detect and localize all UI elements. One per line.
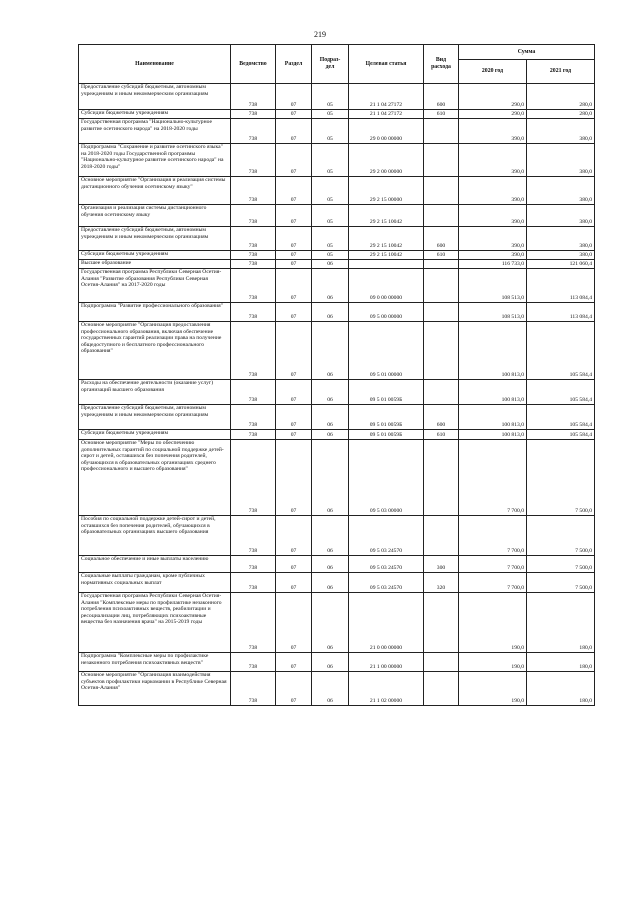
row-section-cell: 07 bbox=[276, 84, 312, 110]
table-row bbox=[79, 672, 595, 706]
row-subsection-cell: 06 bbox=[312, 405, 349, 430]
row-year-2021-cell: 380,0 bbox=[527, 177, 595, 205]
row-target-article-cell: 09 5 01 0059Б bbox=[349, 430, 424, 440]
row-year-2020-cell: 390,0 bbox=[459, 177, 527, 205]
header-year-2021: 2021 год bbox=[527, 60, 595, 84]
row-department-cell: 738 bbox=[231, 653, 276, 672]
row-section-cell: 07 bbox=[276, 303, 312, 322]
row-year-2021-cell: 280,0 bbox=[527, 84, 595, 110]
row-name-cell: Основное мероприятие "Организация и реализация системы дистанционного обучения осетинскому языку" bbox=[79, 177, 231, 205]
row-year-2020-cell: 190,0 bbox=[459, 653, 527, 672]
row-subsection-cell: 06 bbox=[312, 430, 349, 440]
row-expense-type-cell bbox=[424, 380, 459, 405]
row-section-cell: 07 bbox=[276, 430, 312, 440]
row-expense-type-cell bbox=[424, 593, 459, 653]
row-year-2020-cell: 108 513,0 bbox=[459, 303, 527, 322]
row-section-cell: 07 bbox=[276, 322, 312, 380]
row-expense-type-cell: 610 bbox=[424, 110, 459, 119]
row-year-2020-cell: 7 700,0 bbox=[459, 556, 527, 573]
row-subsection-cell: 05 bbox=[312, 227, 349, 251]
row-year-2021-cell: 380,0 bbox=[527, 144, 595, 177]
row-section-cell: 07 bbox=[276, 260, 312, 269]
row-year-2020-cell: 390,0 bbox=[459, 119, 527, 144]
row-name-cell: Субсидии бюджетным учреждениям bbox=[79, 251, 231, 260]
row-subsection-cell: 05 bbox=[312, 205, 349, 227]
row-year-2020-cell: 190,0 bbox=[459, 593, 527, 653]
table-row bbox=[79, 144, 595, 177]
row-department-cell: 738 bbox=[231, 573, 276, 593]
table-row bbox=[79, 177, 595, 205]
row-name-cell: Субсидии бюджетным учреждениям bbox=[79, 110, 231, 119]
row-subsection-cell: 05 bbox=[312, 110, 349, 119]
table-row bbox=[79, 653, 595, 672]
row-year-2021-cell: 180,0 bbox=[527, 653, 595, 672]
row-year-2021-cell: 113 084,4 bbox=[527, 269, 595, 303]
row-year-2020-cell: 290,0 bbox=[459, 84, 527, 110]
row-target-article-cell: 21 0 00 00000 bbox=[349, 593, 424, 653]
row-section-cell: 07 bbox=[276, 672, 312, 706]
row-subsection-cell: 05 bbox=[312, 177, 349, 205]
row-target-article-cell: 29 2 15 10042 bbox=[349, 205, 424, 227]
row-section-cell: 07 bbox=[276, 556, 312, 573]
row-subsection-cell: 06 bbox=[312, 322, 349, 380]
row-year-2021-cell: 7 500,0 bbox=[527, 573, 595, 593]
row-subsection-cell: 06 bbox=[312, 440, 349, 516]
row-department-cell: 738 bbox=[231, 177, 276, 205]
table-row bbox=[79, 227, 595, 251]
row-target-article-cell: 09 5 01 0059Б bbox=[349, 405, 424, 430]
row-target-article-cell: 29 0 00 00000 bbox=[349, 119, 424, 144]
row-year-2021-cell: 105 584,4 bbox=[527, 405, 595, 430]
row-expense-type-cell bbox=[424, 322, 459, 380]
row-subsection-cell: 05 bbox=[312, 84, 349, 110]
row-name-cell: Субсидии бюджетным учреждениям bbox=[79, 430, 231, 440]
row-name-cell: Расходы на обеспечение деятельности (оказание услуг) организаций высшего образования bbox=[79, 380, 231, 405]
row-year-2021-cell: 380,0 bbox=[527, 227, 595, 251]
table-row bbox=[79, 556, 595, 573]
row-department-cell: 738 bbox=[231, 269, 276, 303]
table-row bbox=[79, 405, 595, 430]
row-target-article-cell: 09 5 00 00000 bbox=[349, 303, 424, 322]
row-expense-type-cell bbox=[424, 516, 459, 556]
row-name-cell: Подпрограмма "Развитие профессионального образования" bbox=[79, 303, 231, 322]
row-expense-type-cell: 320 bbox=[424, 573, 459, 593]
row-subsection-cell: 05 bbox=[312, 144, 349, 177]
row-year-2020-cell: 7 700,0 bbox=[459, 573, 527, 593]
row-name-cell: Высшее образование bbox=[79, 260, 231, 269]
row-year-2021-cell: 180,0 bbox=[527, 672, 595, 706]
row-name-cell: Государственная программа "Национально-культурное развитие осетинского народа" на 2018-2020 годы bbox=[79, 119, 231, 144]
table-row bbox=[79, 119, 595, 144]
row-department-cell: 738 bbox=[231, 672, 276, 706]
table-row bbox=[79, 269, 595, 303]
table-row bbox=[79, 84, 595, 110]
row-year-2020-cell: 7 700,0 bbox=[459, 516, 527, 556]
row-year-2021-cell: 121 060,4 bbox=[527, 260, 595, 269]
row-target-article-cell: 21 1 04 27172 bbox=[349, 110, 424, 119]
row-section-cell: 07 bbox=[276, 440, 312, 516]
table-row bbox=[79, 251, 595, 260]
row-year-2021-cell: 105 584,4 bbox=[527, 430, 595, 440]
row-name-cell: Государственная программа Республики Северная Осетия-Алания "Комплексные меры по профилактике незаконного потребления психоактивных веществ, реабилитации и ресоциализации лиц, потребляющих психоактивные вещества без назначения врача" на 2015-2019 годы bbox=[79, 593, 231, 653]
row-expense-type-cell bbox=[424, 260, 459, 269]
budget-table bbox=[78, 44, 595, 706]
row-department-cell: 738 bbox=[231, 227, 276, 251]
row-target-article-cell: 09 0 00 00000 bbox=[349, 269, 424, 303]
table-row bbox=[79, 380, 595, 405]
header-section: Раздел bbox=[276, 45, 312, 84]
row-name-cell: Организация и реализация системы дистанционного обучения осетинскому языку bbox=[79, 205, 231, 227]
row-name-cell: Социальное обеспечение и иные выплаты населению bbox=[79, 556, 231, 573]
row-department-cell: 738 bbox=[231, 593, 276, 653]
row-name-cell: Пособия по социальной поддержке детей-сирот и детей, оставшихся без попечения родителей, обучающихся в образовательных организациях высшего образования bbox=[79, 516, 231, 556]
row-section-cell: 07 bbox=[276, 653, 312, 672]
row-name-cell: Предоставление субсидий бюджетным, автономным учреждениям и иным некоммерческим организациям bbox=[79, 84, 231, 110]
row-section-cell: 07 bbox=[276, 380, 312, 405]
row-target-article-cell: 09 5 03 00000 bbox=[349, 440, 424, 516]
row-name-cell: Основное мероприятие "Организация предоставления профессионального образования, включая обеспечение государственных гарантий реализации права на получение общедоступного и бесплатного профессионального образования" bbox=[79, 322, 231, 380]
row-section-cell: 07 bbox=[276, 227, 312, 251]
row-target-article-cell bbox=[349, 260, 424, 269]
row-year-2021-cell: 105 584,4 bbox=[527, 322, 595, 380]
row-year-2021-cell: 7 500,0 bbox=[527, 516, 595, 556]
row-expense-type-cell: 610 bbox=[424, 251, 459, 260]
row-expense-type-cell bbox=[424, 653, 459, 672]
row-section-cell: 07 bbox=[276, 251, 312, 260]
row-target-article-cell: 29 2 15 00000 bbox=[349, 177, 424, 205]
row-year-2020-cell: 100 813,0 bbox=[459, 322, 527, 380]
row-year-2020-cell: 100 813,0 bbox=[459, 380, 527, 405]
row-subsection-cell: 06 bbox=[312, 593, 349, 653]
table-row bbox=[79, 593, 595, 653]
row-section-cell: 07 bbox=[276, 516, 312, 556]
row-department-cell: 738 bbox=[231, 516, 276, 556]
row-section-cell: 07 bbox=[276, 110, 312, 119]
row-subsection-cell: 06 bbox=[312, 303, 349, 322]
row-year-2020-cell: 390,0 bbox=[459, 144, 527, 177]
row-expense-type-cell bbox=[424, 269, 459, 303]
row-subsection-cell: 06 bbox=[312, 260, 349, 269]
row-expense-type-cell bbox=[424, 205, 459, 227]
row-target-article-cell: 21 1 02 00000 bbox=[349, 672, 424, 706]
row-department-cell: 738 bbox=[231, 322, 276, 380]
row-expense-type-cell bbox=[424, 303, 459, 322]
table-row bbox=[79, 573, 595, 593]
row-name-cell: Социальные выплаты гражданам, кроме публичных нормативных социальных выплат bbox=[79, 573, 231, 593]
row-name-cell: Государственная программа Республики Северная Осетия-Алания "Развитие образования Республики Северная Осетия-Алания" на 2017-2020 годы bbox=[79, 269, 231, 303]
row-subsection-cell: 05 bbox=[312, 251, 349, 260]
row-name-cell: Предоставление субсидий бюджетным, автономным учреждениям и иным некоммерческим организациям bbox=[79, 227, 231, 251]
row-expense-type-cell: 600 bbox=[424, 227, 459, 251]
row-expense-type-cell: 600 bbox=[424, 405, 459, 430]
row-year-2020-cell: 290,0 bbox=[459, 110, 527, 119]
row-section-cell: 07 bbox=[276, 593, 312, 653]
row-expense-type-cell: 300 bbox=[424, 556, 459, 573]
row-year-2020-cell: 7 700,0 bbox=[459, 440, 527, 516]
row-name-cell: Подпрограмма "Сохранение и развитие осетинского языка" на 2018-2020 годы Государственной программы "Национально-культурное развитие осетинского народа" на 2018-2020 годы" bbox=[79, 144, 231, 177]
row-expense-type-cell bbox=[424, 177, 459, 205]
row-expense-type-cell: 600 bbox=[424, 84, 459, 110]
row-year-2021-cell: 380,0 bbox=[527, 205, 595, 227]
row-expense-type-cell bbox=[424, 672, 459, 706]
row-year-2021-cell: 280,0 bbox=[527, 110, 595, 119]
row-target-article-cell: 29 2 15 10042 bbox=[349, 251, 424, 260]
row-target-article-cell: 21 1 04 27172 bbox=[349, 84, 424, 110]
row-expense-type-cell bbox=[424, 144, 459, 177]
row-expense-type-cell bbox=[424, 440, 459, 516]
table-row bbox=[79, 303, 595, 322]
header-target-article: Целевая статья bbox=[349, 45, 424, 84]
row-year-2021-cell: 380,0 bbox=[527, 119, 595, 144]
row-department-cell: 738 bbox=[231, 144, 276, 177]
table-row bbox=[79, 260, 595, 269]
row-year-2021-cell: 105 584,4 bbox=[527, 380, 595, 405]
row-subsection-cell: 06 bbox=[312, 380, 349, 405]
row-name-cell: Основное мероприятие "Меры по обеспечению дополнительных гарантий по социальной поддержке детей-сирот и детей, оставшихся без попечения родителей, обучающихся в образовательных организациях среднего профессионального и высшего образования" bbox=[79, 440, 231, 516]
row-section-cell: 07 bbox=[276, 177, 312, 205]
row-subsection-cell: 06 bbox=[312, 516, 349, 556]
row-department-cell: 738 bbox=[231, 119, 276, 144]
row-department-cell: 738 bbox=[231, 556, 276, 573]
row-department-cell: 738 bbox=[231, 84, 276, 110]
table-row bbox=[79, 205, 595, 227]
row-year-2020-cell: 190,0 bbox=[459, 672, 527, 706]
row-name-cell: Предоставление субсидий бюджетным, автономным учреждениям и иным некоммерческим организациям bbox=[79, 405, 231, 430]
row-expense-type-cell: 610 bbox=[424, 430, 459, 440]
header-name: Наименование bbox=[79, 45, 231, 84]
table-body bbox=[79, 84, 595, 706]
header-year-2020: 2020 год bbox=[459, 60, 527, 84]
row-subsection-cell: 06 bbox=[312, 672, 349, 706]
table-row bbox=[79, 440, 595, 516]
row-target-article-cell: 09 5 03 24570 bbox=[349, 516, 424, 556]
row-subsection-cell: 06 bbox=[312, 556, 349, 573]
row-subsection-cell: 06 bbox=[312, 653, 349, 672]
row-year-2021-cell: 113 084,4 bbox=[527, 303, 595, 322]
table-row bbox=[79, 322, 595, 380]
header-department: Ведомство bbox=[231, 45, 276, 84]
row-department-cell: 738 bbox=[231, 440, 276, 516]
row-target-article-cell: 09 5 03 24570 bbox=[349, 556, 424, 573]
row-year-2020-cell: 390,0 bbox=[459, 227, 527, 251]
row-year-2021-cell: 7 500,0 bbox=[527, 440, 595, 516]
row-department-cell: 738 bbox=[231, 303, 276, 322]
row-year-2020-cell: 100 813,0 bbox=[459, 430, 527, 440]
row-section-cell: 07 bbox=[276, 405, 312, 430]
table-row bbox=[79, 516, 595, 556]
row-year-2020-cell: 100 813,0 bbox=[459, 405, 527, 430]
header-subsection: Подраз- дел bbox=[312, 45, 349, 84]
row-target-article-cell: 09 5 01 00000 bbox=[349, 322, 424, 380]
row-subsection-cell: 06 bbox=[312, 573, 349, 593]
row-subsection-cell: 06 bbox=[312, 269, 349, 303]
row-section-cell: 07 bbox=[276, 144, 312, 177]
row-department-cell: 738 bbox=[231, 110, 276, 119]
row-expense-type-cell bbox=[424, 119, 459, 144]
row-department-cell: 738 bbox=[231, 251, 276, 260]
row-department-cell: 738 bbox=[231, 430, 276, 440]
row-year-2020-cell: 390,0 bbox=[459, 205, 527, 227]
row-target-article-cell: 09 5 01 0059Б bbox=[349, 380, 424, 405]
row-section-cell: 07 bbox=[276, 269, 312, 303]
row-name-cell: Основное мероприятие "Организация взаимодействия субъектов профилактики наркомании в Республике Северная Осетия-Алания" bbox=[79, 672, 231, 706]
row-department-cell: 738 bbox=[231, 260, 276, 269]
header-sum: Сумма bbox=[459, 45, 595, 60]
header-expense-type: Вид расхода bbox=[424, 45, 459, 84]
row-section-cell: 07 bbox=[276, 205, 312, 227]
table-row bbox=[79, 430, 595, 440]
page-number: 219 bbox=[314, 30, 326, 39]
row-target-article-cell: 29 2 15 10042 bbox=[349, 227, 424, 251]
row-department-cell: 738 bbox=[231, 380, 276, 405]
row-year-2021-cell: 7 500,0 bbox=[527, 556, 595, 573]
row-department-cell: 738 bbox=[231, 205, 276, 227]
row-target-article-cell: 29 2 00 00000 bbox=[349, 144, 424, 177]
row-section-cell: 07 bbox=[276, 573, 312, 593]
row-name-cell: Подпрограмма "Комплексные меры по профилактике незаконного потребления психоактивных веществ" bbox=[79, 653, 231, 672]
row-department-cell: 738 bbox=[231, 405, 276, 430]
row-target-article-cell: 09 5 03 24570 bbox=[349, 573, 424, 593]
row-year-2021-cell: 180,0 bbox=[527, 593, 595, 653]
table-row bbox=[79, 110, 595, 119]
row-year-2020-cell: 108 513,0 bbox=[459, 269, 527, 303]
row-subsection-cell: 05 bbox=[312, 119, 349, 144]
row-year-2020-cell: 116 733,0 bbox=[459, 260, 527, 269]
row-target-article-cell: 21 1 00 00000 bbox=[349, 653, 424, 672]
row-year-2020-cell: 390,0 bbox=[459, 251, 527, 260]
row-year-2021-cell: 380,0 bbox=[527, 251, 595, 260]
row-section-cell: 07 bbox=[276, 119, 312, 144]
